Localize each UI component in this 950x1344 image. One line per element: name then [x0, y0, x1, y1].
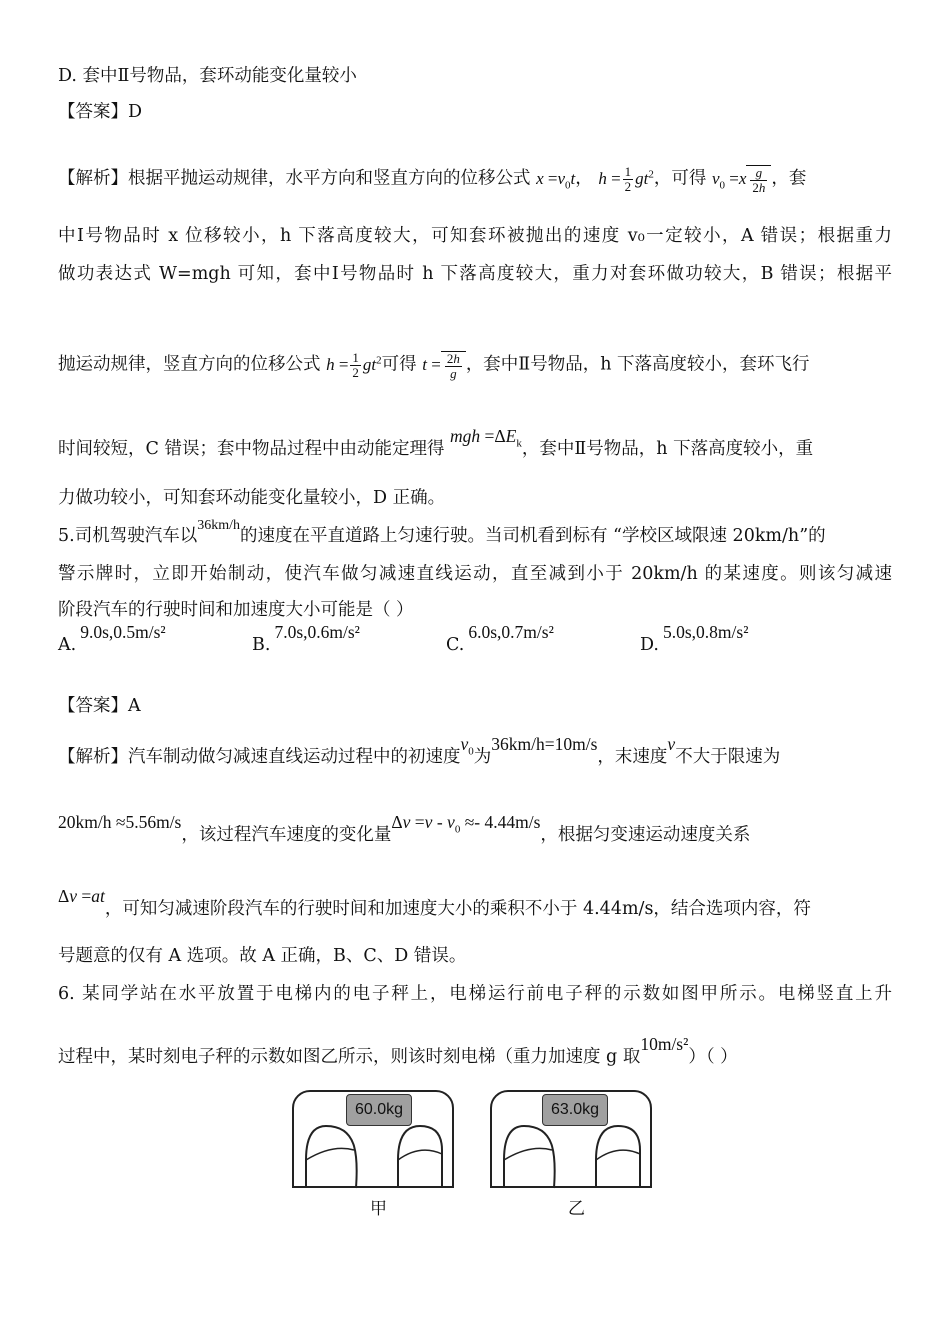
q5-analysis-line-2: 20km/h ≈5.56m/s，该过程汽车速度的变化量$\Delta v =v - v_0 \approx- 4.44m/s$，根据匀变速运动速度关系 [58, 812, 751, 845]
q4-analysis-line-1: 【解析】根据平抛运动规律，水平方向和竖直方向的位移公式 $x =v_0t$， h = $\frac{1}{2}$ $gt^2$，可得 $v_0 =x$ $\frac{g}{2h}$ ，套 [58, 164, 807, 195]
q5-analysis-line-1: 【解析】汽车制动做匀减速直线运动过程中的初速度$v_0$为36km/h=10m/s，末速度v不大于限速为 [58, 734, 781, 767]
scale-readout: 63.0kg [542, 1094, 608, 1126]
q4-option-d: D. 套中Ⅱ号物品，套环动能变化量较小 [58, 66, 357, 86]
q4-analysis-line-2: 中Ⅰ号物品时 x 位移较小，h 下落高度较大，可知套环被抛出的速度 v₀一定较小，A 错误；根据重力 [58, 226, 892, 246]
q6-stem-line-1: 6. 某同学站在水平放置于电梯内的电子秤上，电梯运行前电子秤的示数如图甲所示。电梯竖直上升 [58, 984, 892, 1004]
q5-option-c: C.6.0s,0.7m/s² [446, 622, 554, 655]
q5-option-b: B.7.0s,0.6m/s² [252, 622, 360, 655]
q5-stem-line-2: 警示牌时，立即开始制动，使汽车做匀减速直线运动，直至减到小于 20km/h 的某速度。则该匀减速 [58, 564, 892, 584]
q5-analysis-line-3: Δv =at，可知匀减速阶段汽车的行驶时间和加速度大小的乘积不小于 4.44m/s，结合选项内容，符 [58, 886, 811, 919]
q5-answer: 【答案】A [58, 696, 141, 716]
q4-analysis-line-3: 做功表达式 W=mgh 可知，套中Ⅰ号物品时 h 下落高度较大，重力对套环做功较大，B 错误；根据平 [58, 264, 892, 284]
scale-readout: 60.0kg [346, 1094, 412, 1126]
q4-answer: 【答案】D [58, 102, 143, 122]
q4-analysis-line-5: 时间较短，C 错误；套中物品过程中由动能定理得 mgh $=\Delta E_k$，套中Ⅱ号物品，h 下落高度较小，重 [58, 426, 814, 459]
q4-analysis-line-4: 抛运动规律，竖直方向的位移公式 h = $\frac{1}{2}$ $gt^2$可得 t = $\frac{2h}{g}$ ，套中Ⅱ号物品，h 下落高度较小，套环飞行 [58, 350, 810, 381]
q5-option-d: D.5.0s,0.8m/s² [640, 622, 749, 655]
feet-drawing [292, 1120, 454, 1190]
figure-caption-yi: 乙 [568, 1199, 585, 1219]
q6-stem-line-2: 过程中，某时刻电子秤的示数如图乙所示，则该时刻电梯（重力加速度 g 取10m/s²）（ ） [58, 1034, 738, 1067]
q5-stem-line-1: 5.司机驾驶汽车以$^{36km/h}$的速度在平直道路上匀速行驶。当司机看到标有 “学校区域限速 20km/h”的 [58, 518, 826, 546]
figure-caption-jia: 甲 [370, 1199, 387, 1219]
q5-option-a: A.9.0s,0.5m/s² [58, 622, 166, 655]
q5-analysis-line-4: 号题意的仅有 A 选项。故 A 正确，B、C、D 错误。 [58, 946, 467, 966]
feet-drawing [490, 1120, 652, 1190]
q5-stem-line-3: 阶段汽车的行驶时间和加速度大小可能是（ ） [58, 600, 414, 620]
q4-analysis-line-6: 力做功较小，可知套环动能变化量较小，D 正确。 [58, 488, 446, 508]
